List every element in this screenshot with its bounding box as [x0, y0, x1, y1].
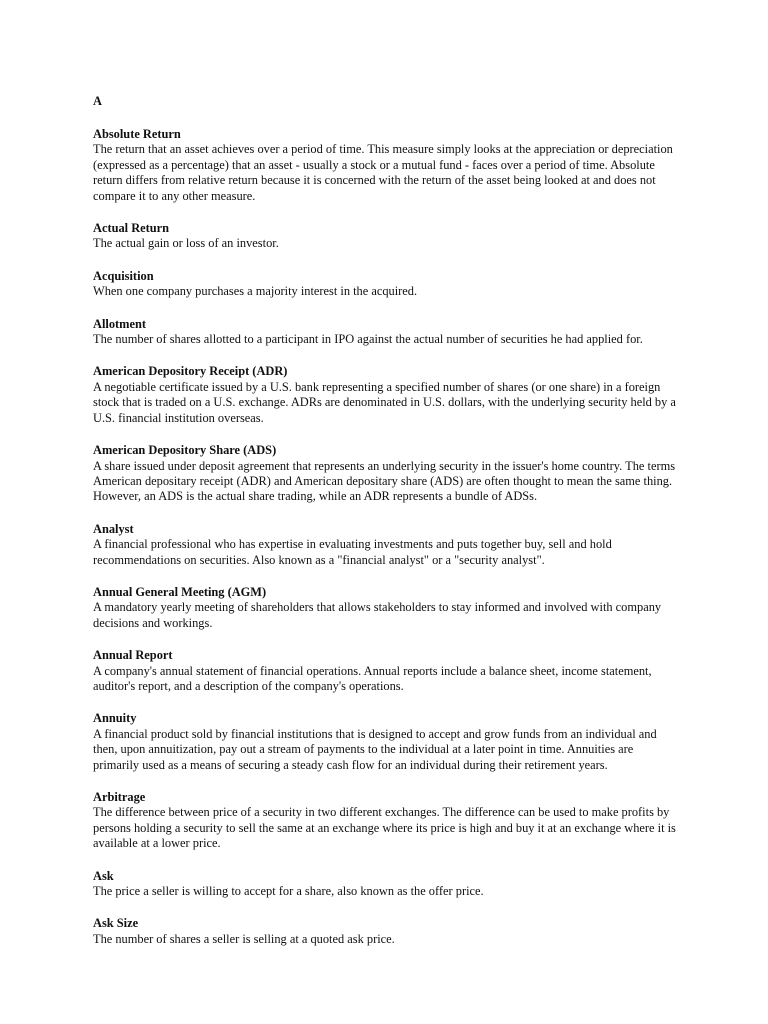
glossary-definition: The return that an asset achieves over a period of time. This measure simply looks at the appreciation or depreciation (expressed as a percentage) that an asset - usually a stock or a mutual fund - faces over a period of time. Absolute return differs from relative return because it is concerned with the return of the asset being looked at and does not compare it to any other measure.: [93, 142, 673, 203]
glossary-entry: [93, 269, 678, 300]
glossary-entry: [93, 585, 678, 631]
glossary-entry: [93, 522, 678, 568]
glossary-definition: The difference between price of a security in two different exchanges. The difference can be used to make profits by persons holding a security to sell the same at an exchange where its price is high and buy it at an exchange where it is available at a lower price.: [93, 805, 676, 851]
glossary-definition: A mandatory yearly meeting of shareholders that allows stakeholders to stay informed and involved with company decisions and workings.: [93, 600, 662, 630]
glossary-term: American Depository Share (ADS): [93, 443, 277, 458]
glossary-page: [93, 94, 678, 964]
glossary-term: Annual Report: [93, 648, 173, 663]
glossary-entry: [93, 221, 678, 252]
glossary-entry: [93, 916, 678, 947]
glossary-term: Ask: [93, 868, 114, 883]
glossary-definition: A company's annual statement of financial operations. Annual reports include a balance sheet, income statement, auditor's report, and a description of the company's operations.: [93, 663, 652, 693]
glossary-entry: [93, 317, 678, 348]
glossary-definition: A negotiable certificate issued by a U.S. bank representing a specified number of shares (or one share) in a foreign stock that is traded on a U.S. exchange. ADRs are denominated in U.S. dollars, with the underlying security held by a U.S. financial institution overseas.: [93, 379, 676, 425]
glossary-term: Analyst: [93, 521, 134, 536]
glossary-definition: A share issued under deposit agreement that represents an underlying security in the issuer's home country. The terms American depositary receipt (ADR) and American depositary share (ADS) are often thought to mean the same thing. However, an ADS is the actual share trading, while an ADR represents a bundle of ADSs.: [93, 458, 676, 504]
glossary-entry: [93, 127, 678, 204]
glossary-entry: [93, 790, 678, 852]
glossary-definition: When one company purchases a majority interest in the acquired.: [93, 284, 418, 299]
glossary-entry: [93, 648, 678, 694]
glossary-term: Annuity: [93, 711, 137, 726]
glossary-definition: The actual gain or loss of an investor.: [93, 236, 279, 251]
glossary-term: Annual General Meeting (AGM): [93, 584, 267, 599]
glossary-entry: [93, 364, 678, 426]
glossary-term: Allotment: [93, 316, 146, 331]
glossary-entry: [93, 443, 678, 505]
glossary-entry: [93, 869, 678, 900]
glossary-definition: A financial professional who has expertise in evaluating investments and puts together buy, sell and hold recommendations on securities. Also known as a "financial analyst" or a "security analyst".: [93, 537, 612, 567]
glossary-definition: The number of shares a seller is selling at a quoted ask price.: [93, 931, 395, 946]
section-letter-heading: A: [93, 94, 102, 108]
glossary-term: Actual Return: [93, 221, 170, 236]
glossary-definition: A financial product sold by financial institutions that is designed to accept and grow funds from an individual and then, upon annuitization, pay out a stream of payments to the individual at a later point in time. Annuities are primarily used as a means of securing a steady cash flow for an individual during their retirement years.: [93, 726, 657, 772]
glossary-definition: The number of shares allotted to a participant in IPO against the actual number of securities he had applied for.: [93, 332, 643, 347]
glossary-entry: [93, 711, 678, 773]
glossary-term: Acquisition: [93, 268, 154, 283]
glossary-term: Ask Size: [93, 916, 139, 931]
glossary-definition: The price a seller is willing to accept for a share, also known as the offer price.: [93, 884, 484, 899]
glossary-term: American Depository Receipt (ADR): [93, 364, 288, 379]
glossary-term: Arbitrage: [93, 790, 146, 804]
glossary-term: Absolute Return: [93, 127, 181, 141]
